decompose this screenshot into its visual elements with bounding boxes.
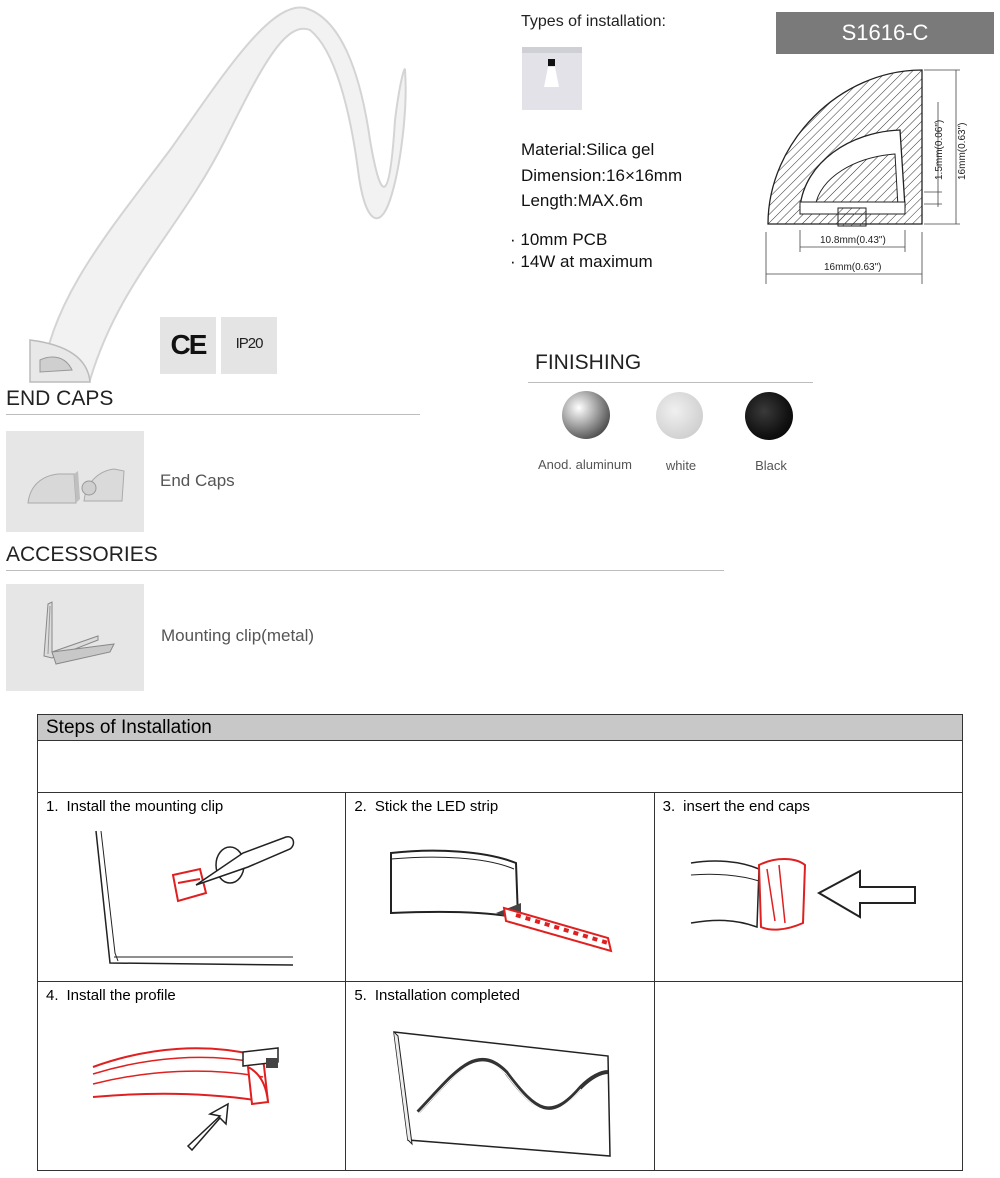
model-badge	[776, 12, 994, 54]
mounting-clip-image	[6, 584, 144, 691]
swatch-white[interactable]	[656, 392, 703, 439]
ip-badge	[221, 317, 277, 374]
model-name: S1616-C	[841, 20, 929, 45]
installation-title: Types of installation:	[521, 13, 666, 30]
dim-height-label: 16mm(0.63")	[957, 122, 968, 180]
step-4	[38, 982, 345, 1170]
finishing-title: FINISHING	[535, 351, 642, 374]
spec-length: Length:MAX.6m	[521, 191, 643, 210]
step-empty	[655, 982, 962, 1170]
ce-badge	[160, 317, 216, 374]
accessories-divider	[6, 570, 724, 571]
step-1-label: 1. Install the mounting clip	[46, 798, 224, 815]
ce-mark: CE	[170, 329, 206, 360]
swatch-black[interactable]	[745, 392, 793, 440]
steps-table	[37, 792, 963, 1171]
installation-type-icon	[522, 47, 582, 110]
step-2-illustration	[346, 823, 654, 981]
steps-blank-row	[37, 740, 963, 793]
finishing-divider	[528, 382, 813, 383]
specs-bullets	[510, 229, 653, 273]
end-caps-label: End Caps	[160, 471, 235, 490]
step-5-illustration	[346, 1012, 654, 1160]
swatch-label-aluminum: Anod. aluminum	[538, 457, 632, 472]
step-4-label: 4. Install the profile	[46, 987, 176, 1004]
step-5	[346, 982, 653, 1170]
dim-thickness-label: 1.5mm(0.06")	[934, 119, 945, 180]
spec-bullet: · 10mm PCB	[510, 230, 608, 249]
swatch-aluminum[interactable]	[562, 391, 610, 439]
step-3	[655, 793, 962, 981]
step-1-illustration	[38, 823, 346, 981]
accessories-title: ACCESSORIES	[6, 543, 158, 566]
end-caps-divider	[6, 414, 420, 415]
ip-rating: IP20	[235, 335, 263, 352]
steps-title: Steps of Installation	[46, 717, 212, 738]
step-2	[346, 793, 653, 981]
end-caps-image	[6, 431, 144, 532]
end-caps-title: END CAPS	[6, 387, 114, 410]
cross-section-drawing	[760, 62, 975, 287]
mounting-clip-label: Mounting clip(metal)	[161, 626, 315, 645]
swatch-label-black: Black	[755, 458, 787, 473]
dim-inner-label: 10.8mm(0.43")	[820, 235, 886, 246]
dim-width-label: 16mm(0.63")	[824, 262, 882, 273]
step-5-label: 5. Installation completed	[354, 987, 520, 1004]
specs-block	[521, 137, 682, 214]
installation-type-thumb	[522, 47, 582, 110]
step-4-illustration	[38, 1012, 346, 1160]
steps-header	[37, 714, 963, 741]
spec-dimension: Dimension:16×16mm	[521, 165, 683, 185]
step-2-label: 2. Stick the LED strip	[354, 798, 499, 815]
spec-bullet: · 14W at maximum	[510, 252, 653, 271]
spec-material: Material:Silica gel	[521, 140, 655, 159]
swatch-label-white: white	[665, 458, 697, 473]
step-3-illustration	[655, 823, 963, 981]
step-1	[38, 793, 345, 981]
step-3-label: 3. insert the end caps	[662, 798, 810, 815]
